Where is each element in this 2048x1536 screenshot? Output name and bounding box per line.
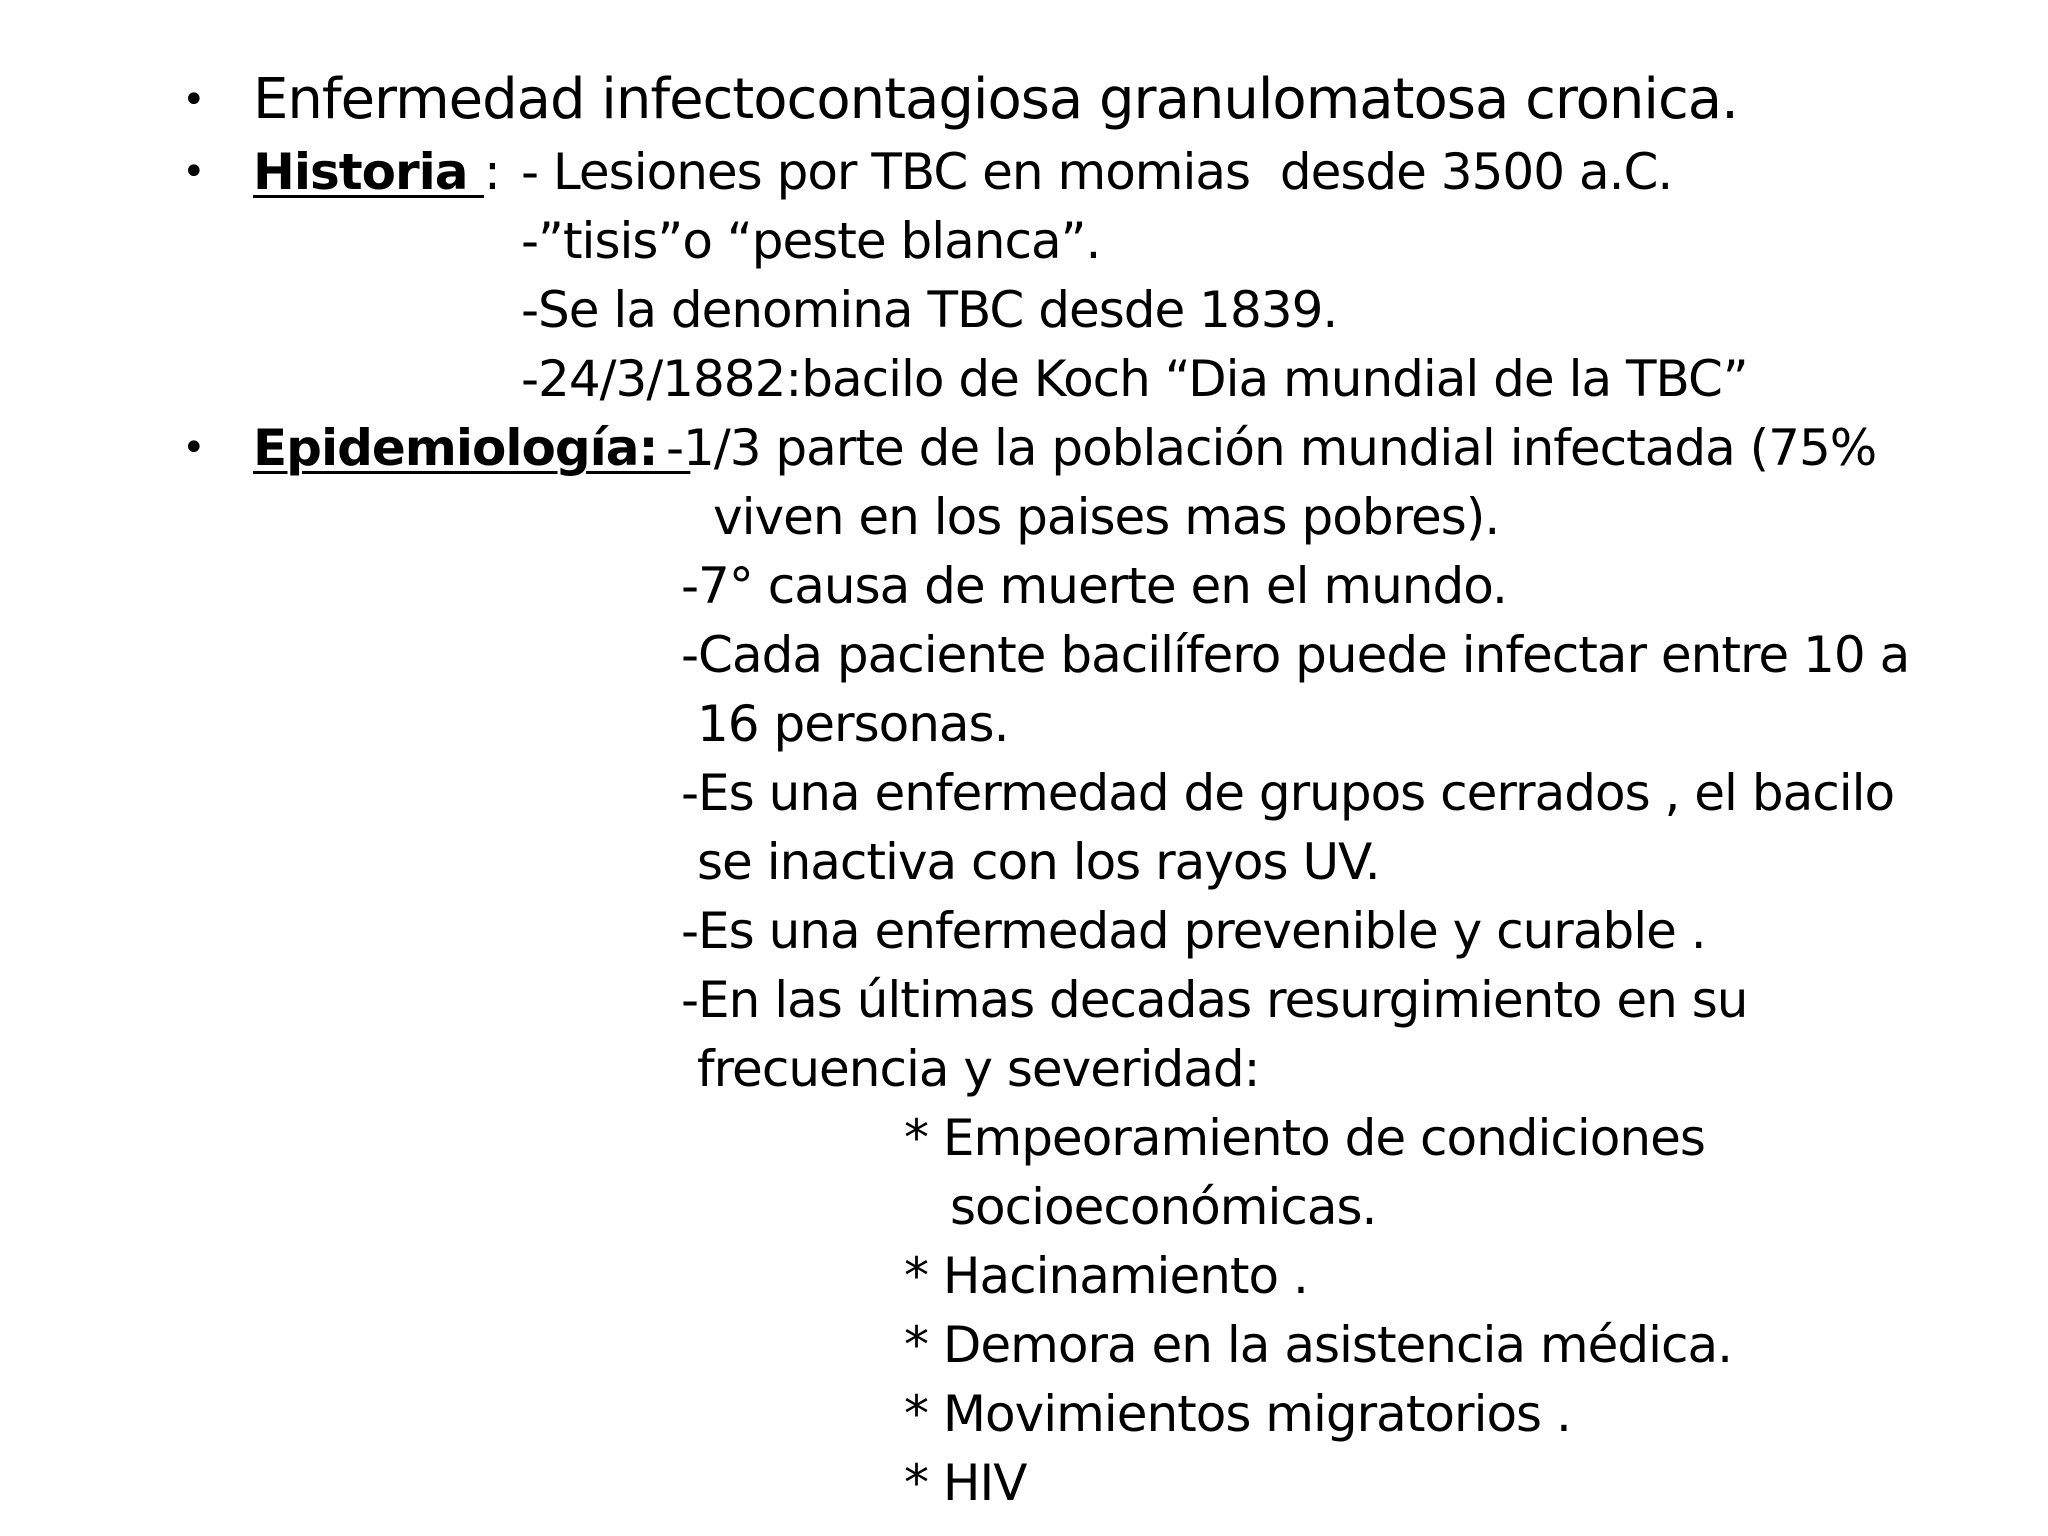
- historia-item-1: - Lesiones por TBC en momias desde 3500 a.C.: [521, 143, 1673, 201]
- historia-item-2: -”tisis”o “peste blanca”.: [521, 212, 1101, 270]
- epidemiologia-line-3: -7° causa de muerte en el mundo.: [681, 557, 1507, 615]
- historia-label: Historia: [253, 143, 484, 201]
- historia-item-3: -Se la denomina TBC desde 1839.: [521, 281, 1338, 339]
- epidemiologia-line-2: viven en los paises mas pobres).: [713, 488, 1500, 546]
- epidemiologia-label: Epidemiología:: [253, 419, 691, 477]
- historia-separator: :: [483, 143, 500, 201]
- factor-1: * Empeoramiento de condiciones: [904, 1109, 1705, 1167]
- historia-heading: [253, 138, 500, 206]
- factor-5: * HIV: [904, 1454, 1027, 1512]
- bullet-historia: •: [182, 149, 206, 195]
- epidemiologia-line-7: se inactiva con los rayos UV.: [697, 833, 1380, 891]
- bullet-epidemiologia: •: [182, 425, 206, 471]
- epidemiologia-line-9: -En las últimas decadas resurgimiento en su: [681, 971, 1748, 1029]
- historia-item-4: -24/3/1882:bacilo de Koch “Dia mundial de la TBC”: [521, 350, 1748, 408]
- epidemiologia-line-5: 16 personas.: [697, 695, 1009, 753]
- factor-2: * Hacinamiento .: [904, 1247, 1308, 1305]
- epidemiologia-line-10: frecuencia y severidad:: [697, 1040, 1260, 1098]
- epidemiologia-line-1: -1/3 parte de la población mundial infectada (75%: [666, 419, 1877, 477]
- factor-3: * Demora en la asistencia médica.: [904, 1316, 1733, 1374]
- factor-1-continued: socioeconómicas.: [950, 1178, 1377, 1236]
- epidemiologia-line-4: -Cada paciente bacilífero puede infectar entre 10 a: [681, 626, 1910, 684]
- bullet-definition: •: [182, 77, 206, 123]
- definition-text: Enfermedad infectocontagiosa granulomatosa cronica.: [253, 67, 1738, 132]
- epidemiologia-line-6: -Es una enfermedad de grupos cerrados , el bacilo: [681, 764, 1895, 822]
- factor-4: * Movimientos migratorios .: [904, 1385, 1571, 1443]
- epidemiologia-line-8: -Es una enfermedad prevenible y curable .: [681, 902, 1706, 960]
